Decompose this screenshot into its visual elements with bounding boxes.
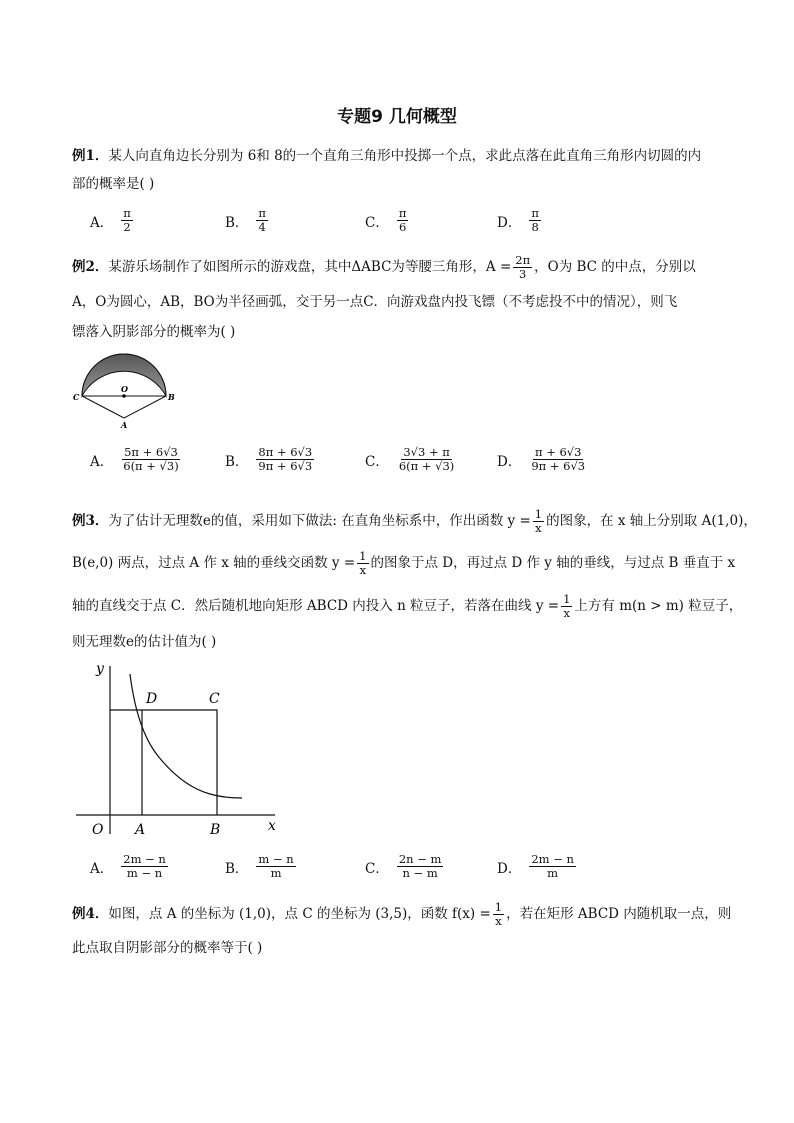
frac-num: 1 (563, 592, 571, 606)
frac-den: m − n (126, 866, 163, 880)
rectangle-abcd (142, 710, 217, 815)
q2-option-a (90, 446, 183, 473)
q1-option-a (90, 207, 135, 234)
frac-num: 2π (515, 253, 531, 267)
option-fraction (256, 853, 295, 880)
q3-text3a: 轴的直线交于点 C．然后随机地向矩形 ABCD 内投入 n 粒豆子，若落在曲线 y = (72, 598, 560, 614)
option-letter: A． (90, 453, 114, 470)
frac-den: 2 (123, 220, 131, 234)
segment-ca (82, 396, 124, 418)
q3-fraction-2 (357, 550, 368, 577)
label-o: O (121, 384, 128, 394)
q3-line2 (72, 549, 736, 577)
frac-num: 1 (534, 507, 543, 521)
option-letter: B． (225, 214, 249, 231)
frac-num: π (123, 206, 131, 220)
frac-num: 2m − n (531, 852, 574, 866)
segment-ba (124, 396, 166, 418)
q2-option-d (497, 446, 589, 473)
q4-text1a: 如图，点 A 的坐标为 (1,0)，点 C 的坐标为 (3,5)，函数 f(x) = (108, 906, 491, 922)
frac-num: π + 6√3 (534, 445, 582, 459)
q3-fraction-3 (561, 593, 572, 620)
label-b: B (210, 822, 221, 838)
q3-text3b: 上方有 m(n > m) 粒豆子， (574, 598, 743, 614)
q3-text2b: 的图象于点 D，再过点 D 作 y 轴的垂线，与过点 B 垂直于 x (370, 555, 736, 571)
q3-line3 (72, 592, 743, 620)
option-letter: C． (365, 860, 389, 877)
q3-label: 例3． (72, 513, 109, 529)
frac-num: 3√3 + π (403, 445, 450, 459)
frac-num: 5π + 6√3 (124, 445, 178, 459)
q2-line3: 镖落入阴影部分的概率为( ) (72, 324, 236, 340)
q2-figure (70, 348, 190, 430)
point-o (122, 394, 126, 398)
label-a: A (135, 822, 146, 838)
frac-num: π (258, 206, 266, 220)
option-fraction (121, 853, 168, 880)
q4-line2: 此点取自阴影部分的概率等于( ) (72, 940, 263, 956)
frac-den: x (495, 914, 502, 928)
frac-num: 1 (494, 900, 503, 914)
frac-num: 1 (359, 549, 367, 563)
frac-den: 3 (519, 267, 527, 281)
q3-option-a (90, 853, 170, 880)
option-fraction (529, 207, 541, 234)
q3-text1a: 为了估计无理数e的值，采用如下做法: 在直角坐标系中，作出函数 y = (108, 513, 531, 529)
frac-num: π (531, 206, 539, 220)
q3-option-b (225, 853, 298, 880)
frac-num: π (398, 206, 407, 220)
q2-text1a: 某游乐场制作了如图所示的游戏盘，其中ΔABC为等腰三角形，A = (108, 259, 512, 275)
q4-label: 例4． (72, 906, 109, 922)
q2-option-b (225, 446, 316, 473)
q1-line1 (72, 146, 732, 166)
option-letter: B． (225, 860, 249, 877)
frac-den: 6 (398, 220, 407, 234)
frac-den: 8 (531, 220, 539, 234)
frac-den: m (270, 866, 282, 880)
frac-den: x (535, 521, 542, 535)
frac-num: 2n − m (398, 852, 442, 866)
option-letter: D． (497, 860, 522, 877)
frac-den: 6(π + √3) (398, 459, 455, 473)
option-fraction (256, 446, 314, 473)
q1-line2: 部的概率是( ) (72, 176, 155, 192)
label-y: y (96, 661, 104, 677)
q3-fraction-1 (533, 508, 544, 535)
frac-den: m (547, 866, 559, 880)
option-fraction (397, 207, 409, 234)
option-letter: D． (497, 214, 522, 231)
label-c: C (73, 392, 80, 402)
label-c: C (209, 691, 220, 707)
frac-den: 9π + 6√3 (531, 459, 586, 473)
frac-den: 4 (258, 220, 266, 234)
q3-figure (70, 656, 285, 841)
option-letter: C． (365, 453, 389, 470)
q2-line2: A，O为圆心，AB，BO为半径画弧，交于另一点C．向游戏盘内投飞镖（不考虑投不中的情况），则飞 (72, 294, 678, 310)
frac-num: m − n (258, 852, 294, 866)
q1-option-d (497, 207, 543, 234)
frac-den: x (563, 606, 570, 620)
option-letter: A． (90, 214, 114, 231)
q3-text1b: 的图象，在 x 轴上分别取 A(1,0)， (546, 513, 757, 529)
q3-option-c (365, 853, 445, 880)
label-x: x (268, 818, 276, 834)
q2-label: 例2． (72, 259, 109, 275)
q2-text1b: ，O为 BC 的中点，分别以 (534, 259, 696, 275)
q2-angle-fraction (513, 254, 532, 281)
option-fraction (529, 446, 587, 473)
frac-num: 8π + 6√3 (258, 445, 313, 459)
q1-option-b (225, 207, 270, 234)
q2-option-c (365, 446, 458, 473)
q1-option-c (365, 207, 410, 234)
page-title: 专题9 几何概型 (337, 107, 457, 127)
frac-den: 9π + 6√3 (258, 459, 313, 473)
label-b: B (168, 392, 175, 402)
option-letter: D． (497, 453, 522, 470)
q4-text1b: ，若在矩形 ABCD 内随机取一点，则 (506, 906, 732, 922)
q3-line4: 则无理数e的估计值为( ) (72, 634, 217, 650)
frac-num: 2m − n (123, 852, 166, 866)
option-fraction (121, 446, 180, 473)
option-fraction (256, 207, 268, 234)
q3-option-d (497, 853, 578, 880)
option-fraction (397, 446, 456, 473)
option-letter: A． (90, 860, 114, 877)
q1-text1: 某人向直角边长分别为 6和 8的一个直角三角形中投掷一个点，求此点落在此直角三角形内切圆的内 (108, 148, 702, 164)
label-o: O (92, 822, 104, 838)
frac-den: n − m (402, 866, 438, 880)
q3-text2a: B(e,0) 两点，过点 A 作 x 轴的垂线交函数 y = (72, 555, 356, 571)
q4-line1 (72, 901, 732, 928)
option-fraction (397, 853, 444, 880)
q3-line1 (72, 507, 757, 535)
q1-label: 例1． (72, 148, 109, 164)
q4-fraction (493, 901, 504, 928)
option-fraction (121, 207, 133, 234)
frac-den: x (359, 563, 367, 577)
option-letter: C． (365, 214, 389, 231)
option-fraction (529, 853, 576, 880)
label-d: D (146, 691, 158, 707)
label-a: A (121, 420, 128, 430)
frac-den: 6(π + √3) (123, 459, 179, 473)
q2-line1 (72, 254, 732, 281)
option-letter: B． (225, 453, 249, 470)
